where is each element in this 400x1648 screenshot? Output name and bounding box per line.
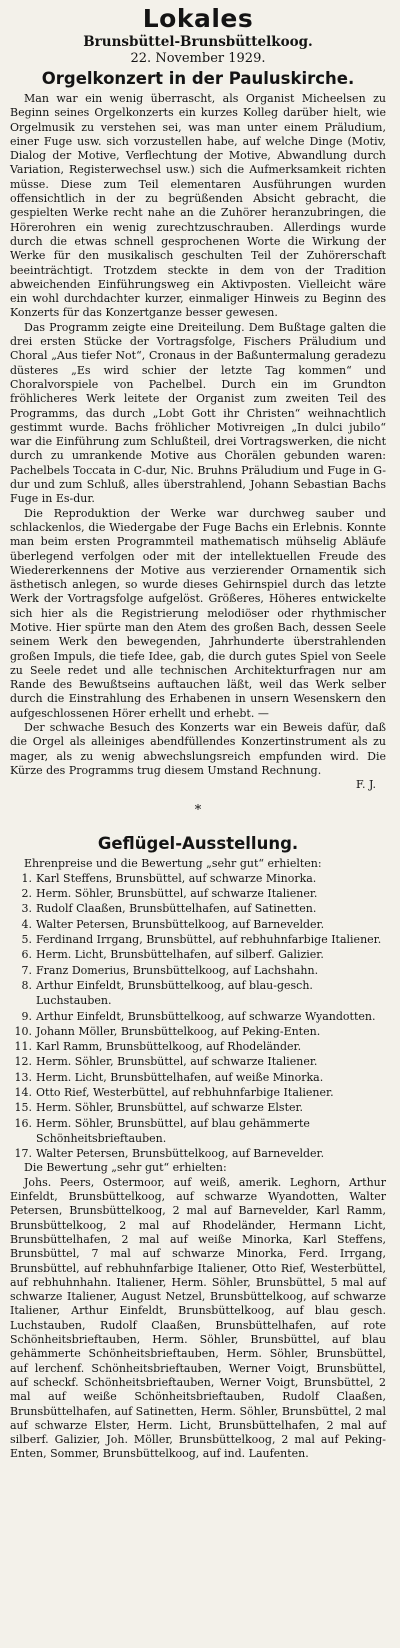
list-number: 16. bbox=[14, 1116, 32, 1130]
list-item bbox=[10, 1009, 386, 1024]
list-item bbox=[10, 1070, 386, 1085]
article-title-organ-concert: Orgelkonzert in der Pauluskirche. bbox=[41, 69, 355, 88]
article-paragraph: Die Reproduktion der Werke war durchweg sauber und schlackenlos, die Wiedergabe der Fuge Bachs ein Erlebnis. Konnte man beim ersten Programmteil mathematisch mühselig Abläufe überlegend verfolgen oder mit der intellektuellen Freude des Wiedererkennens der Motive aus verzierender Ornamentik sich ästhetisch anlegen, so wurde dieses Gehirnspiel durch das letzte Werk der Vortragsfolge aufgelöst. Größeres, Höheres entwickelte sich hier als die Registrierung melodiöser oder rhythmischer Motive. Hier spürte man den Atem des großen Bach, dessen Seele seinem Werk den bewegenden, Jahrhunderte überstrahlenden großen Impuls, die tiefe Idee, gab, die durch gutes Spiel von Seele zu Seele redet und alle technischen Architekturfragen nur am Rande des Bewußtseins auftauchen läßt, weil das Werk selber durch die Einstrahlung des Erhabenen in unsern Wesenskern den aufgeschlossenen Hörer erhellt und erhebt. — bbox=[10, 506, 386, 720]
list-text: Karl Ramm, Brunsbüttelkoog, auf Rhodeländer. bbox=[36, 1040, 302, 1054]
list-number: 17. bbox=[14, 1147, 32, 1161]
list-item bbox=[10, 917, 386, 932]
list-number: 12. bbox=[14, 1055, 32, 1069]
list-text: Herm. Söhler, Brunsbüttel, auf schwarze Italiener. bbox=[36, 887, 318, 901]
list-text: Johann Möller, Brunsbüttelkoog, auf Peking-Enten. bbox=[36, 1024, 321, 1038]
section-title: Lokales bbox=[142, 4, 254, 33]
list-text: Karl Steffens, Brunsbüttel, auf schwarze Minorka. bbox=[36, 871, 317, 885]
list-number: 6. bbox=[21, 948, 32, 962]
author-signature: F. J. bbox=[356, 778, 376, 792]
list-text: Herm. Licht, Brunsbüttelhafen, auf weiße Minorka. bbox=[36, 1070, 324, 1084]
dateline-date: 22. November 1929. bbox=[130, 51, 266, 66]
awards-intro: Ehrenpreise und die Bewertung „sehr gut“ erhielten: bbox=[24, 856, 322, 870]
article-title-poultry-show: Geflügel-Ausstellung. bbox=[97, 833, 299, 853]
list-text: Arthur Einfeldt, Brunsbüttelkoog, auf schwarze Wyandotten. bbox=[36, 1009, 376, 1023]
list-item bbox=[10, 1024, 386, 1039]
list-item bbox=[10, 886, 386, 901]
list-text: Rudolf Claaßen, Brunsbüttelhafen, auf Satinetten. bbox=[36, 902, 317, 916]
list-number: 10. bbox=[14, 1024, 32, 1038]
award-list bbox=[10, 871, 386, 1162]
list-number: 8. bbox=[21, 978, 32, 992]
sehr-gut-paragraph: Johs. Peers, Ostermoor, auf weiß, amerik. Leghorn, Arthur Einfeldt, Brunsbüttelkoog, auf schwarze Wyandotten, Walter Petersen, Brunsbüttelkoog, 2 mal auf Barnevelder, Karl Ramm, Brunsbüttelkoog, 2 mal auf Rhodeländer, Hermann Licht, Brunsbüttelhafen, 2 mal auf weiße Minorka, Karl Steffens, Brunsbüttel, 7 mal auf schwarze Minorka, Ferd. Irrgang, Brunsbüttel, auf rebhuhnfarbige Italiener, Otto Rief, Westerbüttel, auf rebhuhnhahn. Italiener, Herm. Söhler, Brunsbüttel, 5 mal auf schwarze Italiener, August Netzel, Brunsbüttelkoog, auf schwarze Italiener, Arthur Einfeldt, Brunsbüttelkoog, auf blau gesch. Luchstauben, Rudolf Claaßen, Brunsbüttelhafen, auf rote Schönheitsbrieftauben, Herm. Söhler, Brunsbüttel, auf blau gehämmerte Schönheitsbrieftauben, Herm. Söhler, Brunsbüttel, auf lerchenf. Schönheitsbrieftauben, Werner Voigt, Brunsbüttel, auf scheckf. Schönheitsbrieftauben, Werner Voigt, Brunsbüttel, 2 mal auf weiße Schönheitsbrieftauben, Rudolf Claaßen, Brunsbüttelhafen, auf Satinetten, Herm. Söhler, Brunsbüttel, 2 mal auf schwarze Elster, Herm. Licht, Brunsbüttelhafen, 2 mal auf silberf. Galizier, Joh. Möller, Brunsbüttelkoog, 2 mal auf Peking-Enten, Sommer, Brunsbüttelkoog, auf ind. Laufenten. bbox=[10, 1175, 386, 1461]
list-text: Herm. Söhler, Brunsbüttel, auf schwarze Elster. bbox=[36, 1101, 304, 1115]
list-text: Arthur Einfeldt, Brunsbüttelkoog, auf blau-gesch. Luchstauben. bbox=[36, 978, 313, 1008]
list-item bbox=[10, 871, 386, 886]
list-text: Herm. Söhler, Brunsbüttel, auf schwarze Italiener. bbox=[36, 1055, 318, 1069]
list-number: 5. bbox=[21, 933, 32, 947]
sehr-gut-subhead: Die Bewertung „sehr gut“ erhielten: bbox=[24, 1161, 227, 1175]
list-text: Ferdinand Irrgang, Brunsbüttel, auf rebhuhnfarbige Italiener. bbox=[36, 933, 382, 947]
list-number: 13. bbox=[14, 1070, 32, 1084]
list-item bbox=[10, 1085, 386, 1100]
list-item bbox=[10, 1039, 386, 1054]
article-paragraph: Das Programm zeigte eine Dreiteilung. Dem Bußtage galten die drei ersten Stücke der Vortragsfolge, Fischers Präludium und Choral „Aus tiefer Not“, Cronaus in der Baßuntermalung geradezu düsteres „Es wird schier der letzte Tag kommen“ und Choralvorspiele von Pachelbel. Durch ein im Grundton fröhlicheres Werk leitete der Organist zum zweiten Teil des Programms, das durch „Lobt Gott ihr Christen“ weihnachtlich gestimmt wurde. Bachs fröhlicher Motivreigen „In dulci jubilo“ war die Einführung zum Schlußteil, drei Vortragswerken, die nicht durch zu umrankende Motive aus Chorälen gebunden waren: Pachelbels Toccata in C-dur, Nic. Bruhns Präludium und Fuge in G-dur und zum Schluß, alles überstrahlend, Johann Sebastian Bachs Fuge in Es-dur. bbox=[10, 320, 386, 506]
list-number: 14. bbox=[14, 1086, 32, 1099]
dateline-place: Brunsbüttel-Brunsbüttelkoog. bbox=[83, 34, 313, 50]
article-paragraph: Man war ein wenig überrascht, als Organist Micheelsen zu Beginn seines Orgelkonzerts ein kurzes Kolleg darüber hielt, wie Orgelmusik zu verstehen sei, was man unter einem Präludium, einer Fuge usw. sich vorzustellen habe, auf welche Dinge (Motiv, Dialog der Motive, Verflechtung der Motive, Abwandlung durch Variation, Registerwechsel usw.) sich die Aufmerksamkeit richten müsse. Diese zum Teil elementaren Ausführungen wurden offensichtlich in der zu begrüßenden Absicht gebracht, die gespielten Werke recht nahe an die Zuhörer heranzubringen, die Hörerohren ein wenig zurechtzuschrauben. Allerdings wurde durch die etwas schnell gesprochenen Worte die Wirkung der Werke für den musikalisch geschulten Teil der Zuhörerschaft beeinträchtigt. Trotzdem steckte in dem von der Tradition abweichenden Einführungsweg ein Aktivposten. Vielleicht wäre ein wohl durchdachter kurzer, einmaliger Hinweis zu Beginn des Konzerts für das Konzertganze besser gewesen. bbox=[10, 92, 386, 320]
list-item bbox=[10, 978, 386, 1009]
list-item bbox=[10, 1054, 386, 1069]
list-item bbox=[10, 932, 386, 947]
list-number: 7. bbox=[21, 963, 32, 977]
list-item bbox=[10, 1116, 386, 1147]
list-text: Herm. Söhler, Brunsbüttel, auf blau gehämmerte Schönheitsbrieftauben. bbox=[36, 1116, 310, 1145]
list-text: Franz Domerius, Brunsbüttelkoog, auf Lachshahn. bbox=[36, 963, 319, 977]
list-text: Walter Petersen, Brunsbüttelkoog, auf Barnevelder. bbox=[36, 1147, 325, 1161]
article-paragraph: Der schwache Besuch des Konzerts war ein Beweis dafür, daß die Orgel als alleiniges abendfüllendes Konzertinstrument als zu mager, als zu wenig abwechslungsreich empfunden wird. Die Kürze des Programms trug diesem Umstand Rechnung. bbox=[10, 721, 386, 777]
list-number: 15. bbox=[14, 1101, 32, 1115]
list-item bbox=[10, 963, 386, 978]
list-item bbox=[10, 1100, 386, 1115]
list-number: 9. bbox=[21, 1009, 32, 1023]
list-number: 11. bbox=[14, 1040, 32, 1054]
list-number: 3. bbox=[21, 902, 32, 916]
list-item bbox=[10, 947, 386, 962]
list-text: Otto Rief, Westerbüttel, auf rebhuhnfarbige Italiener. bbox=[36, 1086, 334, 1099]
list-number: 1. bbox=[21, 871, 32, 885]
section-separator: * bbox=[194, 802, 202, 818]
list-number: 4. bbox=[21, 917, 32, 931]
list-item bbox=[10, 1146, 386, 1161]
list-item bbox=[10, 901, 386, 916]
list-text: Walter Petersen, Brunsbüttelkoog, auf Barnevelder. bbox=[36, 917, 325, 931]
list-number: 2. bbox=[21, 887, 32, 901]
list-text: Herm. Licht, Brunsbüttelhafen, auf silberf. Galizier. bbox=[36, 948, 324, 962]
